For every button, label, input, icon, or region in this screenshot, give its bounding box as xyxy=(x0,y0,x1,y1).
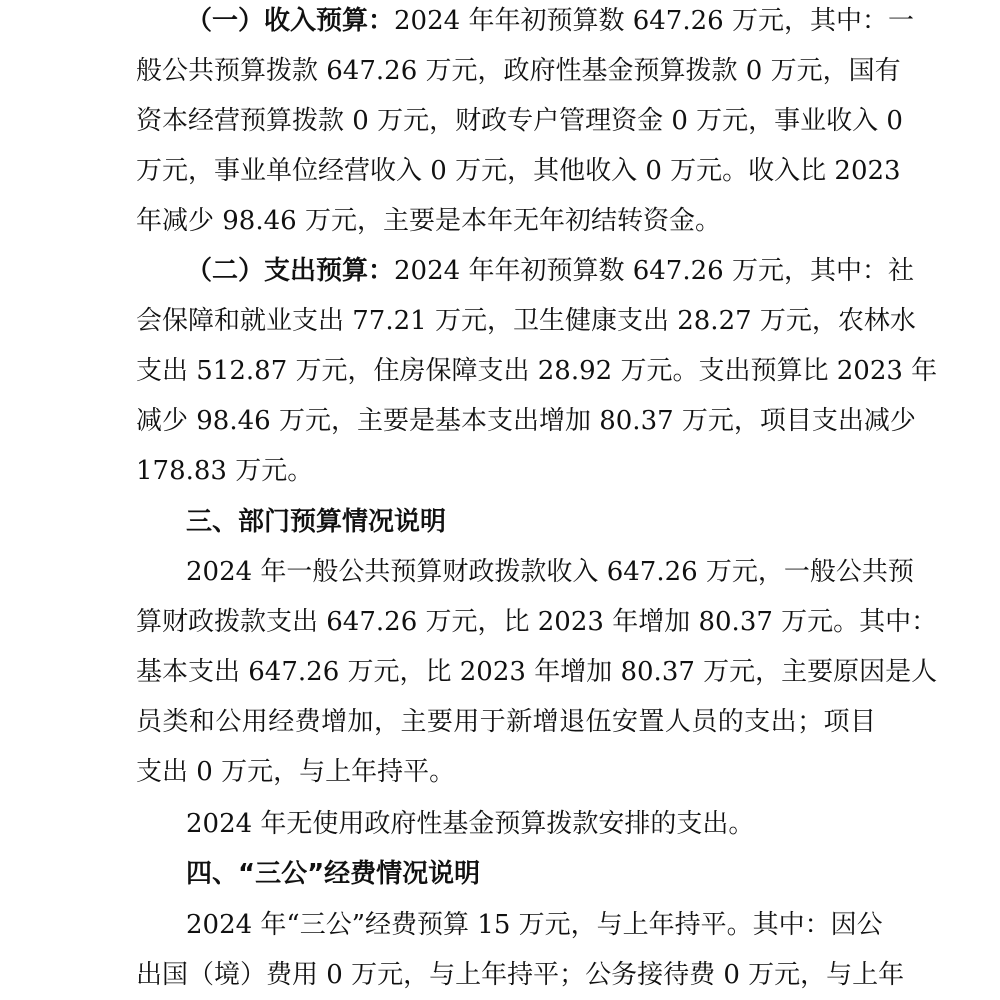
section-three-paragraph-line: 基本支出 647.26 万元，比 2023 年增加 80.37 万元，主要原因是人 xyxy=(136,657,938,687)
section-three-paragraph-line: 算财政拨款支出 647.26 万元，比 2023 年增加 80.37 万元。其中： xyxy=(136,607,938,637)
income-paragraph-line: 资本经营预算拨款 0 万元，财政专户管理资金 0 万元，事业收入 0 xyxy=(136,106,903,136)
income-paragraph-line xyxy=(186,0,914,46)
expense-paragraph-line: 178.83 万元。 xyxy=(136,456,314,486)
expense-paragraph-line: 减少 98.46 万元，主要是基本支出增加 80.37 万元，项目支出减少 xyxy=(136,406,916,436)
section-three-paragraph-line: 员类和公用经费增加，主要用于新增退伍安置人员的支出；项目 xyxy=(136,707,876,737)
income-line-text: 2024 年年初预算数 647.26 万元，其中：一 xyxy=(394,6,914,36)
income-paragraph-line: 般公共预算拨款 647.26 万元，政府性基金预算拨款 0 万元，国有 xyxy=(136,56,901,86)
section-three-paragraph-line: 2024 年一般公共预算财政拨款收入 647.26 万元，一般公共预 xyxy=(186,557,914,587)
expense-paragraph-line xyxy=(186,246,914,296)
section-three-second-paragraph: 2024 年无使用政府性基金预算拨款安排的支出。 xyxy=(186,809,755,839)
section-four-paragraph-line: 出国（境）费用 0 万元，与上年持平；公务接待费 0 万元，与上年 xyxy=(136,960,905,990)
expense-line-text: 2024 年年初预算数 647.26 万元，其中：社 xyxy=(394,256,914,286)
income-paragraph-line: 年减少 98.46 万元，主要是本年无年初结转资金。 xyxy=(136,206,721,236)
section-three-heading: 三、部门预算情况说明 xyxy=(186,507,447,537)
expense-paragraph-line: 会保障和就业支出 77.21 万元，卫生健康支出 28.27 万元，农林水 xyxy=(136,306,916,336)
income-paragraph-line: 万元，事业单位经营收入 0 万元，其他收入 0 万元。收入比 2023 xyxy=(136,156,901,186)
expense-label: （二）支出预算： xyxy=(186,256,395,286)
expense-paragraph-line: 支出 512.87 万元，住房保障支出 28.92 万元。支出预算比 2023 年 xyxy=(136,356,938,386)
section-four-heading: 四、“三公”经费情况说明 xyxy=(186,859,481,889)
income-label: （一）收入预算： xyxy=(186,6,395,36)
section-four-paragraph-line: 2024 年“三公”经费预算 15 万元，与上年持平。其中：因公 xyxy=(186,910,883,940)
section-three-paragraph-line: 支出 0 万元，与上年持平。 xyxy=(136,757,456,787)
